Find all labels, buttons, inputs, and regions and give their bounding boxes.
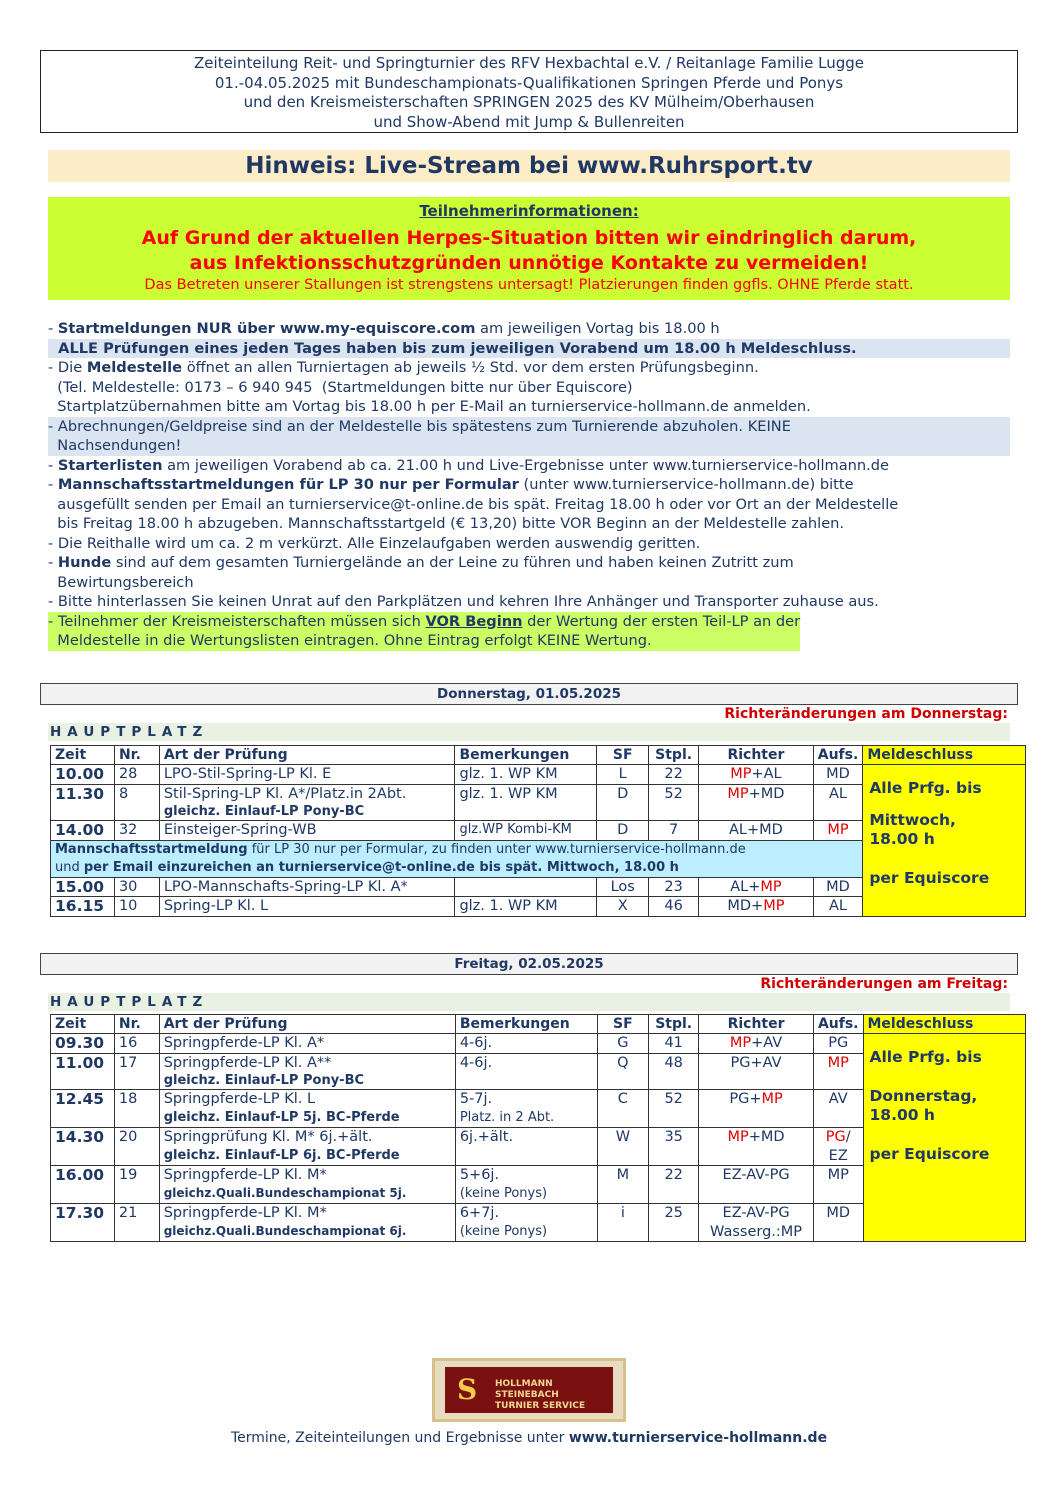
info-line: ausgefüllt senden per Email an turnierservice@t-online.de bis spät. Freitag 18.00 h oder vor Ort an der Meldestelle bbox=[48, 495, 899, 513]
info-line: - Die Meldestelle öffnet an allen Turniertagen ab jeweils ½ Std. vor dem ersten Prüfungsbeginn. bbox=[48, 359, 759, 376]
info-line: - Teilnehmer der Kreismeisterschaften müssen sich VOR Beginn der Wertung der ersten Teil-LP an der Meldestelle in die Wertungslisten eintragen. Ohne Eintrag erfolgt KEINE Wertung. bbox=[48, 612, 801, 649]
col-header: SF bbox=[597, 746, 649, 765]
table-row: 09.30 16 Springpferde-LP Kl. A* 4-6j. G 41 MP+AV PG Alle Prfg. bis Donnerstag, 18.00 h per Equiscore bbox=[51, 1034, 1026, 1054]
info-line: - Startmeldungen NUR über www.my-equiscore.com am jeweiligen Vortag bis 18.00 h bbox=[48, 320, 720, 337]
col-header: Stpl. bbox=[649, 746, 699, 765]
judge-change-note: Richteränderungen am Donnerstag: bbox=[724, 706, 1008, 722]
header-line: und den Kreismeisterschaften SPRINGEN 2025 des KV Mülheim/Oberhausen bbox=[243, 93, 815, 111]
col-header: Meldeschluss bbox=[863, 1015, 1026, 1034]
info-line: - Abrechnungen/Geldpreise sind an der Meldestelle bis spätestens zum Turnierende abzuholen. KEINE Nachsendungen! bbox=[48, 417, 1010, 456]
logo-text: HOLLMANN STEINEBACH TURNIER SERVICE bbox=[495, 1379, 586, 1411]
footer-note: Termine, Zeiteinteilungen und Ergebnisse unter www.turnierservice-hollmann.de bbox=[230, 1430, 828, 1446]
col-header: Meldeschluss bbox=[863, 746, 1026, 765]
header-line: und Show-Abend mit Jump & Bullenreiten bbox=[373, 112, 685, 131]
info-line: bis Freitag 18.00 h abzugeben. Mannschaftsstartgeld (€ 13,20) bitte VOR Beginn an der Meldestelle zahlen. bbox=[48, 515, 845, 532]
info-line: (Tel. Meldestelle: 0173 – 6 940 945 (Startmeldungen bitte nur über Equiscore) bbox=[48, 378, 633, 396]
col-header: Zeit bbox=[51, 746, 115, 765]
table-row: 14.30 20 Springprüfung Kl. M* 6j.+ält. gleichz. Einlauf-LP 6j. BC-Pferde 6j.+ält. W 35 MP+MD PG/ EZ bbox=[51, 1128, 1026, 1166]
notice-line: Das Betreten unserer Stallungen ist strengstens untersagt! Platzierungen finden ggfls. OHNE Pferde statt. bbox=[144, 277, 914, 293]
col-header: Bemerkungen bbox=[455, 746, 597, 765]
table-header-row bbox=[51, 746, 1026, 765]
venue-label: HAUPTPLATZ bbox=[48, 723, 1010, 741]
info-line: - Starterlisten am jeweiligen Vorabend ab ca. 21.00 h und Live-Ergebnisse unter www.turnierservice-hollmann.de bbox=[48, 456, 890, 474]
day-title: Donnerstag, 01.05.2025 bbox=[40, 683, 1018, 705]
schedule-table-day1 bbox=[50, 745, 1026, 917]
col-header: Stpl. bbox=[649, 1015, 699, 1034]
col-header: Bemerkungen bbox=[455, 1015, 597, 1034]
col-header: Nr. bbox=[114, 1015, 159, 1034]
info-line: Bewirtungsbereich bbox=[48, 573, 194, 591]
participant-notice bbox=[48, 197, 1010, 300]
table-header-row bbox=[51, 1015, 1026, 1034]
info-line: - Die Reithalle wird um ca. 2 m verkürzt. Alle Einzelaufgaben werden auswendig geritten. bbox=[48, 534, 701, 552]
table-row: 16.15 10 Spring-LP Kl. L glz. 1. WP KM X 46 MD+MP AL bbox=[51, 897, 1026, 917]
header-line: Zeiteinteilung Reit- und Springturnier des RFV Hexbachtal e.V. / Reitanlage Familie Lugge bbox=[194, 54, 864, 72]
logo-panel bbox=[445, 1367, 613, 1413]
table-row: 15.00 30 LPO-Mannschafts-Spring-LP Kl. A* Los 23 AL+MP MD bbox=[51, 877, 1026, 897]
col-header: Aufs. bbox=[813, 1015, 863, 1034]
info-line: - Mannschaftsstartmeldungen für LP 30 nur per Formular (unter www.turnierservice-hollmann.de) bitte bbox=[48, 476, 854, 493]
deadline-cell: Alle Prfg. bis Mittwoch, 18.00 h per Equiscore bbox=[863, 765, 1026, 917]
table-row: 12.45 18 Springpferde-LP Kl. L gleichz. Einlauf-LP 5j. BC-Pferde 5-7j. Platz. in 2 Abt. C 52 PG+MP AV bbox=[51, 1090, 1026, 1128]
info-line: ALLE Prüfungen eines jeden Tages haben bis zum jeweiligen Vorabend um 18.00 h Meldeschluss. bbox=[48, 339, 1010, 359]
notice-title: Teilnehmerinformationen: bbox=[419, 202, 639, 220]
notice-line: aus Infektionsschutzgründen unnötige Kontakte zu vermeiden! bbox=[189, 252, 869, 274]
deadline-cell: Alle Prfg. bis Donnerstag, 18.00 h per Equiscore bbox=[863, 1034, 1026, 1242]
info-line: - Bitte hinterlassen Sie keinen Unrat auf den Parkplätzen und kehren Ihre Anhänger und Transporter zuhause aus. bbox=[48, 593, 879, 610]
table-row: 11.30 8 Stil-Spring-LP Kl. A*/Platz.in 2Abt. gleichz. Einlauf-LP Pony-BC glz. 1. WP KM D 52 MP+MD AL bbox=[51, 784, 1026, 821]
col-header: Art der Prüfung bbox=[159, 1015, 455, 1034]
info-line: Startplatzübernahmen bitte am Vortag bis 18.00 h per E-Mail an turnierservice-hollmann.de anmelden. bbox=[48, 398, 811, 415]
logo-emblem-icon: S bbox=[457, 1373, 478, 1406]
col-header: Aufs. bbox=[813, 746, 863, 765]
col-header: Zeit bbox=[51, 1015, 115, 1034]
col-header: Nr. bbox=[114, 746, 159, 765]
table-row: 11.00 17 Springpferde-LP Kl. A** gleichz. Einlauf-LP Pony-BC 4-6j. Q 48 PG+AV MP bbox=[51, 1053, 1026, 1090]
table-row: 17.30 21 Springpferde-LP Kl. M* gleichz.Quali.Bundeschampionat 6j. 6+7j. (keine Ponys) i 25 EZ-AV-PG Wasserg.:MP MD bbox=[51, 1204, 1026, 1242]
col-header: SF bbox=[597, 1015, 649, 1034]
event-header bbox=[40, 50, 1018, 133]
col-header: Richter bbox=[699, 746, 814, 765]
organizer-logo bbox=[432, 1358, 626, 1422]
header-line: 01.-04.05.2025 mit Bundeschampionats-Qualifikationen Springen Pferde und Ponys bbox=[214, 73, 844, 92]
day-title: Freitag, 02.05.2025 bbox=[40, 953, 1018, 975]
col-header: Art der Prüfung bbox=[159, 746, 455, 765]
col-header: Richter bbox=[699, 1015, 814, 1034]
info-line: - Hunde sind auf dem gesamten Turniergelände an der Leine zu führen und haben keinen Zutritt zum bbox=[48, 554, 794, 571]
table-row: 10.00 28 LPO-Stil-Spring-LP Kl. E glz. 1. WP KM L 22 MP+AL MD Alle Prfg. bis Mittwoch, 18.00 h per Equiscore bbox=[51, 765, 1026, 785]
notice-line: Auf Grund der aktuellen Herpes-Situation bitten wir eindringlich darum, bbox=[141, 227, 917, 249]
info-list bbox=[48, 319, 1010, 651]
schedule-table-day2 bbox=[50, 1014, 1026, 1242]
table-row: 16.00 19 Springpferde-LP Kl. M* gleichz.Quali.Bundeschampionat 5j. 5+6j. (keine Ponys) M 22 EZ-AV-PG MP bbox=[51, 1166, 1026, 1204]
team-entry-row: Mannschaftsstartmeldung für LP 30 nur per Formular, zu finden unter www.turnierservice-hollmann.de und per Email einzureichen an turnierservice@t-online.de bis spät. Mittwoch, 18.00 h bbox=[51, 840, 1026, 877]
judge-change-note: Richteränderungen am Freitag: bbox=[760, 976, 1008, 992]
livestream-notice: Hinweis: Live-Stream bei www.Ruhrsport.tv bbox=[48, 150, 1010, 182]
table-row: 14.00 32 Einsteiger-Spring-WB glz.WP Kombi-KM D 7 AL+MD MP bbox=[51, 821, 1026, 841]
venue-label: HAUPTPLATZ bbox=[48, 993, 1010, 1011]
